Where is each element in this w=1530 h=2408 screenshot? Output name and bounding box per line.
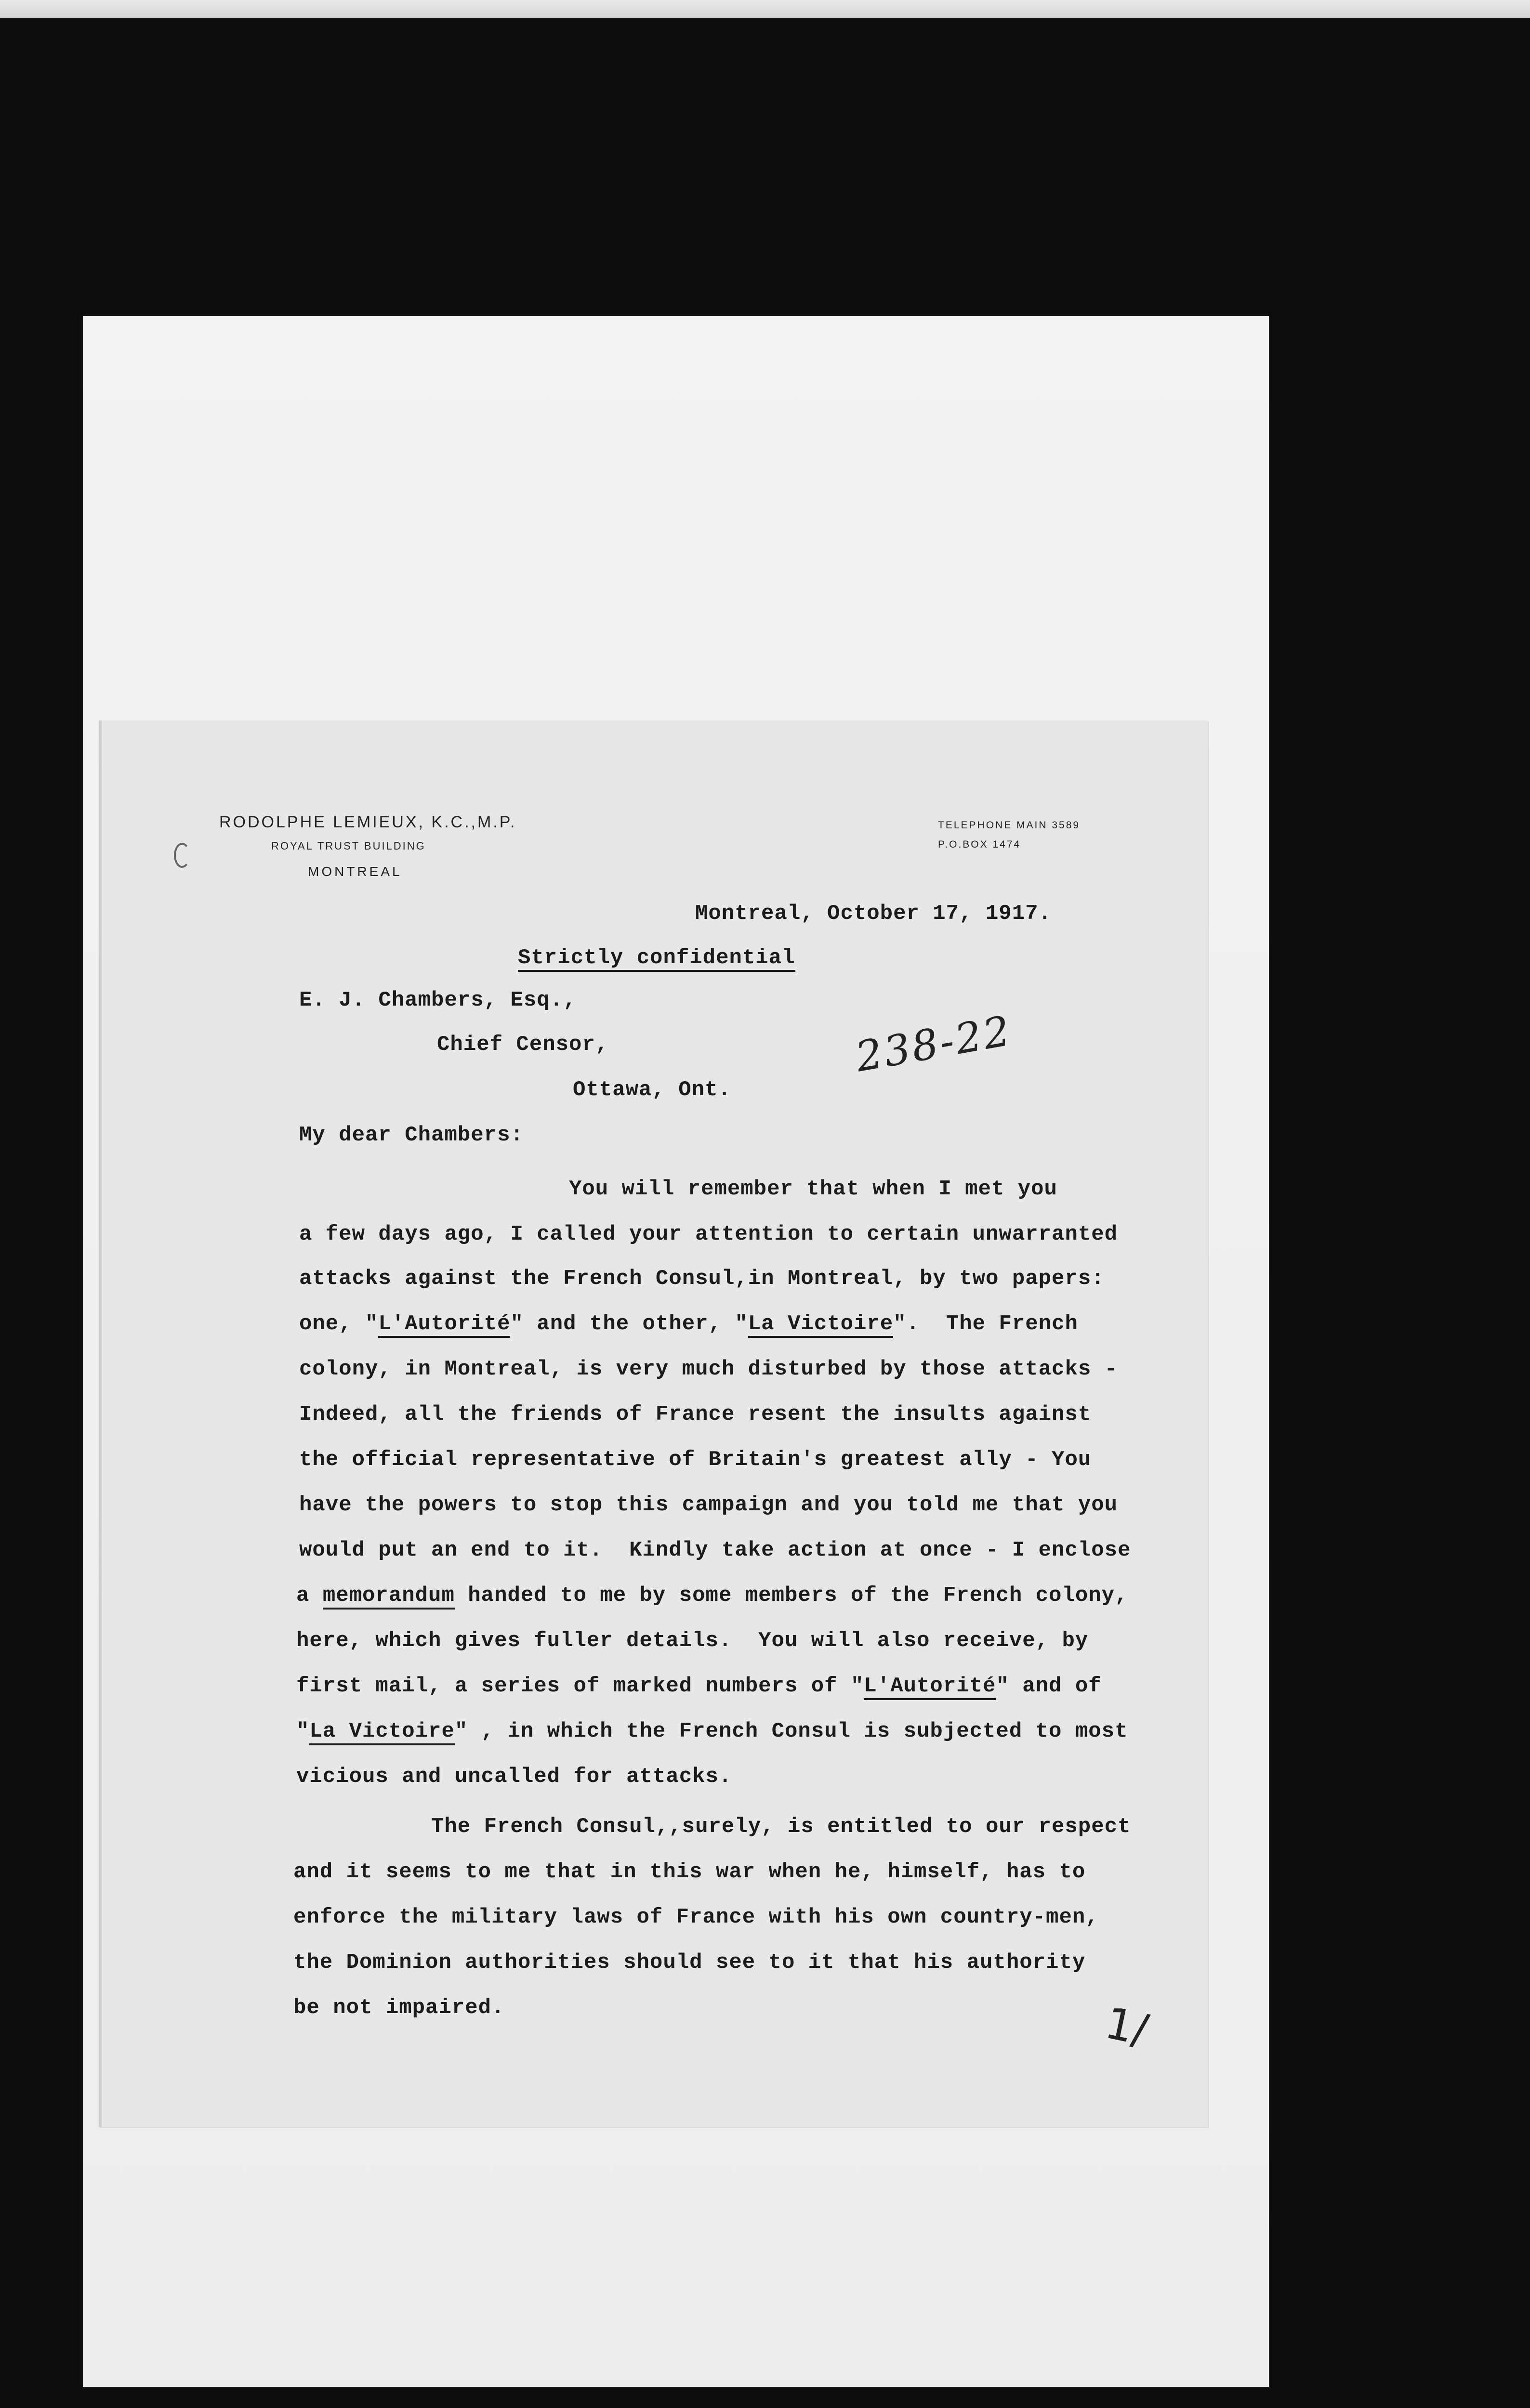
newspaper-title: La Victoire bbox=[748, 1312, 893, 1338]
body-line: a few days ago, I called your attention to certain unwarranted bbox=[299, 1222, 1118, 1246]
body-line: the official representative of Britain's greatest ally - You bbox=[299, 1448, 1092, 1472]
punch-hole bbox=[174, 843, 190, 868]
recipient-title: Chief Censor, bbox=[437, 1033, 609, 1057]
handwritten-page-mark: 1/ bbox=[1101, 1998, 1153, 2056]
body-line: would put an end to it. Kindly take action at once - I enclose bbox=[299, 1538, 1131, 1562]
recipient-name: E. J. Chambers, Esq., bbox=[299, 988, 577, 1012]
body-line: first mail, a series of marked numbers of "L'Autorité" and of bbox=[296, 1674, 1102, 1698]
body-line: the Dominion authorities should see to it that his authority bbox=[293, 1950, 1086, 1975]
body-line: a memorandum handed to me by some members of the French colony, bbox=[296, 1584, 1128, 1608]
body-line: colony, in Montreal, is very much disturbed by those attacks - bbox=[299, 1357, 1118, 1381]
letterhead-name: RODOLPHE LEMIEUX, K.C.,M.P. bbox=[219, 813, 517, 831]
body-line: here, which gives fuller details. You will also receive, by bbox=[296, 1629, 1089, 1653]
letter-page bbox=[99, 720, 1208, 2127]
confidential-marking: Strictly confidential bbox=[518, 946, 795, 972]
letter-date: Montreal, October 17, 1917. bbox=[695, 902, 1052, 926]
body-line: be not impaired. bbox=[293, 1996, 505, 2020]
body-line: The French Consul,,surely, is entitled to our respect bbox=[431, 1815, 1131, 1839]
body-line: have the powers to stop this campaign and you told me that you bbox=[299, 1493, 1118, 1517]
letterhead-telephone: TELEPHONE MAIN 3589 bbox=[938, 820, 1081, 831]
body-line: attacks against the French Consul,in Montreal, by two papers: bbox=[299, 1267, 1105, 1291]
salutation: My dear Chambers: bbox=[299, 1123, 524, 1147]
newspaper-title: L'Autorité bbox=[864, 1674, 996, 1700]
body-line: and it seems to me that in this war when he, himself, has to bbox=[293, 1860, 1086, 1884]
newspaper-title: L'Autorité bbox=[378, 1312, 510, 1338]
handwritten-file-number: 238-22 bbox=[852, 1007, 1016, 1082]
body-line: one, "L'Autorité" and the other, "La Victoire". The French bbox=[299, 1312, 1078, 1336]
body-line: enforce the military laws of France with his own country-men, bbox=[293, 1905, 1099, 1929]
body-line: Indeed, all the friends of France resent the insults against bbox=[299, 1402, 1092, 1426]
letterhead-city: MONTREAL bbox=[308, 864, 402, 879]
newspaper-title: La Victoire bbox=[309, 1719, 454, 1745]
underlined-word: memorandum bbox=[323, 1584, 455, 1610]
letterhead-po-box: P.O.BOX 1474 bbox=[938, 839, 1021, 850]
body-line: vicious and uncalled for attacks. bbox=[296, 1765, 732, 1789]
film-edge bbox=[0, 0, 1530, 18]
body-line: You will remember that when I met you bbox=[569, 1177, 1057, 1201]
recipient-city: Ottawa, Ont. bbox=[573, 1078, 731, 1102]
letterhead-building: ROYAL TRUST BUILDING bbox=[271, 840, 426, 852]
body-line: "La Victoire" , in which the French Consul is subjected to most bbox=[296, 1719, 1128, 1743]
